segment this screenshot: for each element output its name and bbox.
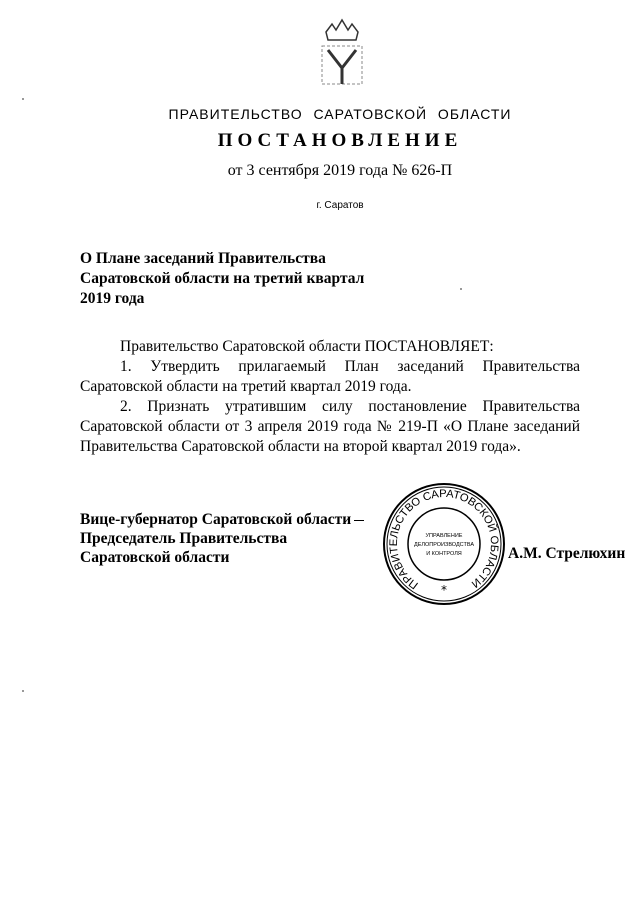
subject-line: 2019 года (80, 290, 145, 307)
document-city: г. Саратов (316, 200, 364, 211)
scan-speck (460, 288, 462, 290)
signatory-name: А.М. Стрелюхин (508, 545, 626, 562)
scan-speck (22, 690, 24, 692)
stamp-center-line: И КОНТРОЛЯ (426, 551, 462, 557)
document-type: ПОСТАНОВЛЕНИЕ (217, 130, 463, 151)
stamp-star-icon: * (441, 583, 447, 597)
document-body (80, 337, 580, 457)
signatory-position (80, 510, 364, 567)
position-line: Председатель Правительства (80, 530, 288, 547)
subject-line: Саратовской области на третий квартал (80, 270, 365, 287)
government-name: ПРАВИТЕЛЬСТВО САРАТОВСКОЙ ОБЛАСТИ (168, 106, 512, 122)
position-line-wrapper (80, 510, 364, 529)
position-line: Саратовской области (80, 549, 230, 566)
stamp-ring-text: ПРАВИТЕЛЬСТВО САРАТОВСКОЙ ОБЛАСТИ (387, 487, 501, 591)
signature-dash (354, 520, 364, 522)
stamp-center-line: ДЕЛОПРОИЗВОДСТВА (413, 542, 475, 548)
stamp-center-line: УПРАВЛЕНИЕ (425, 533, 463, 539)
official-stamp (382, 482, 506, 606)
document-date-number: от 3 сентября 2019 года № 626-П (227, 162, 453, 179)
position-line: Вице-губернатор Саратовской области (80, 511, 352, 528)
subject-line: О Плане заседаний Правительства (80, 250, 326, 267)
coat-of-arms-icon (318, 18, 366, 88)
scan-speck (22, 98, 24, 100)
body-paragraph: 2. Признать утратившим силу постановление Правительства Саратовской области от 3 апреля 2019 года № 219-П «О Плане заседаний Правительства Саратовской области на второй квартал 2019 года». (80, 398, 580, 455)
document-subject (80, 249, 364, 309)
body-paragraph: Правительство Саратовской области ПОСТАНОВЛЯЕТ: (120, 338, 494, 355)
body-paragraph: 1. Утвердить прилагаемый План заседаний Правительства Саратовской области на третий квартал 2019 года. (80, 358, 580, 395)
